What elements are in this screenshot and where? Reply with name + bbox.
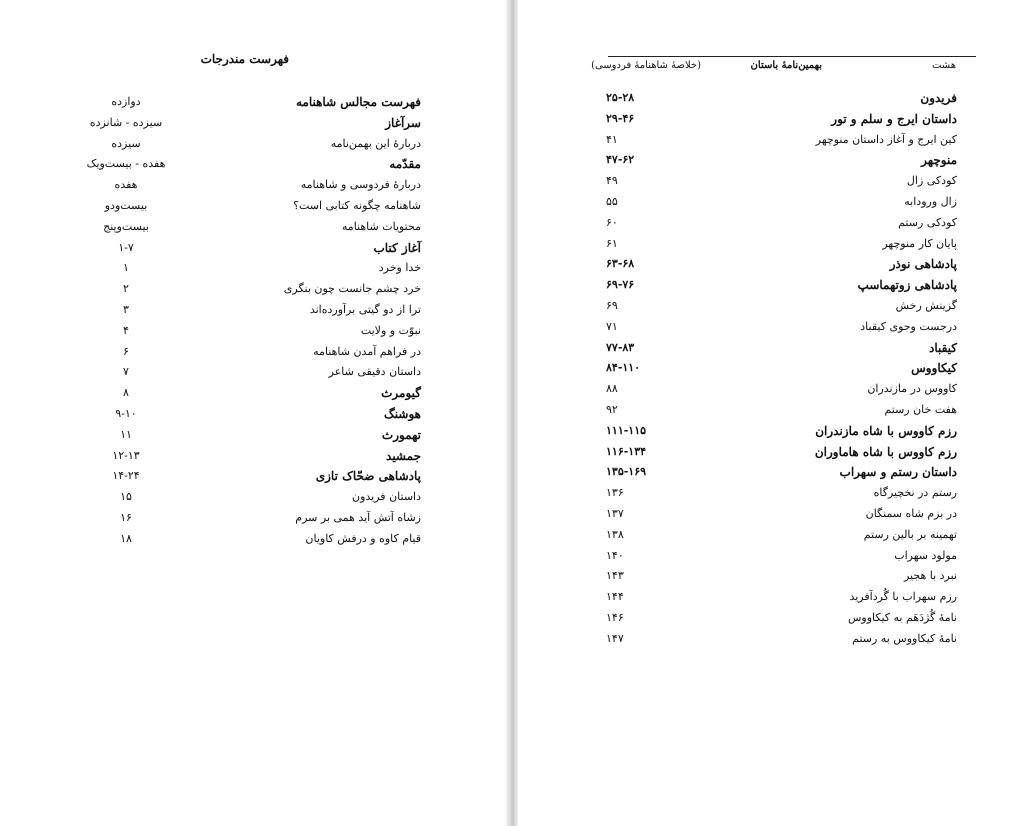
- toc-entry-title: منوچهر: [921, 153, 957, 168]
- toc-entry-page: ۷۱: [606, 319, 618, 333]
- toc-entry-title: داستان دقیقی شاعر: [328, 365, 421, 379]
- toc-entry-title: آغاز کتاب: [373, 240, 421, 255]
- toc-entry-page: ۱۴۰: [606, 548, 624, 562]
- toc-entry-page: دوازده: [111, 95, 141, 108]
- toc-entry-title: درجست وجوی کیقباد: [860, 319, 957, 333]
- toc-entry-title: زشاه آتش آید همی بر سرم: [295, 511, 421, 524]
- toc-entry-title: کیکاووس: [911, 361, 957, 376]
- toc-entry-title: نامهٔ گُژدَهَم به کیکاووس: [847, 611, 957, 624]
- toc-entry-title: دربارهٔ این بهمن‌نامه: [330, 136, 421, 150]
- toc-entry-page: ۱۴۶: [606, 611, 624, 624]
- toc-entry-title: تهمینه بر بالین رستم: [863, 527, 957, 541]
- toc-entry-page: ۴: [123, 323, 129, 337]
- toc-entry-title: رزم کاووس با شاه هاماوران: [814, 444, 957, 459]
- toc-entry-page: ۹۲: [606, 403, 618, 416]
- toc-entry-title: تهمورث: [381, 427, 421, 442]
- toc-entry-page: ۶۹: [606, 299, 618, 312]
- toc-entry-title: رزم کاووس با شاه مازندران: [815, 423, 957, 438]
- running-head-rule: [608, 56, 976, 57]
- toc-entry-title: فهرست مجالس شاهنامه: [295, 95, 421, 109]
- toc-entry-title: گزینش رخش: [895, 299, 957, 312]
- toc-entry-page: ۸۸: [606, 382, 618, 396]
- toc-entry-page: ۱-۷: [118, 240, 134, 254]
- toc-entry-title: داستان رستم و سهراب: [839, 465, 957, 480]
- toc-entry-page: هفده: [114, 178, 138, 192]
- toc-entry-page: بیست‌ودو: [104, 199, 148, 212]
- toc-entry-title: سرآغاز: [385, 115, 421, 130]
- toc-entry-page: ۱۸: [120, 531, 132, 545]
- toc-entry-title: خدا وخرد: [378, 261, 421, 275]
- toc-entry-page: ۱۴۴: [606, 590, 624, 604]
- toc-entry-page: ۷: [123, 365, 129, 379]
- toc-entry-page: ۹-۱۰: [115, 407, 137, 420]
- toc-entry-page: هفده - بیست‌ویک: [86, 157, 166, 171]
- toc-entry-page: ۱۲-۱۳: [112, 448, 140, 462]
- toc-entry-title: کیقباد: [928, 340, 957, 355]
- toc-entry-title: دربارهٔ فردوسی و شاهنامه: [300, 178, 421, 192]
- toc-entry-page: ۱۳۸: [606, 527, 624, 541]
- toc-entry-title: نبوّت و ولایت: [360, 323, 421, 337]
- toc-entry-title: کاووس در مازندران: [867, 382, 957, 396]
- toc-entry-title: کودکی زال: [906, 174, 957, 188]
- toc-entry-page: ۶۹-۷۶: [606, 278, 635, 292]
- toc-entry-page: ۲۹-۴۶: [606, 111, 635, 125]
- toc-entry-title: شاهنامه چگونه کتابی است؟: [293, 199, 421, 212]
- toc-entry-page: ۲۵-۲۸: [606, 91, 635, 104]
- toc-entry-page: ۱: [123, 261, 129, 275]
- toc-entry-page: ۴۹: [606, 174, 618, 188]
- toc-entry-page: ۱۳۷: [606, 507, 624, 520]
- toc-entry-page: سیزده: [111, 136, 141, 150]
- toc-entry-page: سیزده - شانزده: [89, 115, 163, 129]
- toc-entry-title: کودکی رستم: [898, 215, 957, 229]
- toc-entry-page: ۱۱۱-۱۱۵: [606, 423, 647, 437]
- toc-entry-title: پادشاهی ضحّاک تازی: [315, 469, 421, 484]
- toc-entry-page: ۷۷-۸۳: [606, 340, 635, 354]
- toc-entry-page: ۴۱: [606, 132, 618, 146]
- toc-entry-title: قیام کاوه و درفش کاویان: [305, 531, 421, 545]
- toc-entry-title: محتویات شاهنامه: [341, 219, 421, 233]
- toc-entry-page: ۱۳۵-۱۶۹: [606, 465, 647, 479]
- left-page: [0, 0, 506, 826]
- toc-entry-title: زال ورودابه: [904, 195, 957, 208]
- toc-title: فهرست مندرجات: [200, 52, 289, 66]
- toc-entry-title: مقدّمه: [389, 157, 421, 172]
- toc-entry-page: ۶۳-۶۸: [606, 257, 635, 271]
- toc-entry-page: ۸۴-۱۱۰: [606, 361, 641, 375]
- toc-entry-title: خرد چشم جانست چون بنگری: [283, 282, 421, 296]
- toc-entry-page: ۱۵: [120, 490, 132, 504]
- toc-entry-title: جمشید: [386, 448, 421, 463]
- toc-entry-title: در فراهم آمدن شاهنامه: [313, 344, 421, 358]
- toc-entry-page: بیست‌وپنج: [103, 219, 149, 233]
- toc-entry-title: پادشاهی نوذر: [889, 257, 957, 272]
- right-page: [518, 0, 1018, 826]
- toc-entry-title: هفت خان رستم: [884, 403, 957, 416]
- toc-entry-page: ۱۱: [120, 427, 132, 441]
- toc-entry-page: ۶۰: [606, 215, 618, 229]
- toc-entry-title: داستان فریدون: [352, 490, 421, 504]
- toc-entry-page: ۸: [123, 386, 129, 400]
- toc-entry-page: ۱۴۳: [606, 569, 624, 583]
- toc-entry-page: ۵۵: [606, 195, 618, 208]
- running-head-folio: هشت: [931, 60, 956, 71]
- toc-entry-title: پادشاهی زوتهماسپ: [857, 278, 957, 293]
- toc-entry-page: ۳: [123, 303, 129, 316]
- toc-entry-page: ۲: [123, 282, 129, 296]
- toc-entry-title: گیومرث: [381, 386, 421, 401]
- toc-entry-title: فریدون: [920, 91, 957, 105]
- toc-entry-title: نامهٔ کیکاووس به رستم: [852, 631, 957, 645]
- toc-entry-title: هوشنگ: [384, 407, 421, 421]
- toc-entry-title: مولود سهراب: [894, 548, 957, 562]
- toc-entry-title: رزم سهراب با گُردآفرید: [849, 590, 957, 604]
- toc-entry-title: کین ایرج و آغاز داستان منوچهر: [815, 132, 957, 146]
- toc-entry-page: ۴۷-۶۲: [606, 153, 635, 167]
- toc-entry-page: ۶: [123, 344, 129, 358]
- toc-entry-page: ۱۴-۲۴: [112, 469, 140, 483]
- book-gutter: [506, 0, 518, 826]
- running-head-subtitle: (خلاصهٔ شاهنامهٔ فردوسی): [591, 60, 701, 71]
- toc-entry-page: ۶۱: [606, 236, 618, 250]
- toc-entry-title: داستان ایرج و سلم و تور: [831, 111, 957, 126]
- toc-entry-title: نبرد با هجیر: [903, 569, 957, 583]
- toc-entry-page: ۱۶: [120, 511, 132, 524]
- toc-entry-title: پایان کار منوچهر: [882, 236, 957, 250]
- toc-entry-title: در بزم شاه سمنگان: [865, 507, 957, 520]
- toc-entry-title: رستم در نخچیرگاه: [873, 486, 957, 500]
- toc-entry-page: ۱۳۶: [606, 486, 624, 500]
- toc-entry-page: ۱۱۶-۱۳۴: [606, 444, 647, 458]
- toc-entry-title: ترا از دو گیتی برآورده‌اند: [309, 303, 421, 316]
- toc-entry-page: ۱۴۷: [606, 631, 624, 645]
- running-head-title: بهمین‌نامهٔ باستان: [750, 60, 822, 71]
